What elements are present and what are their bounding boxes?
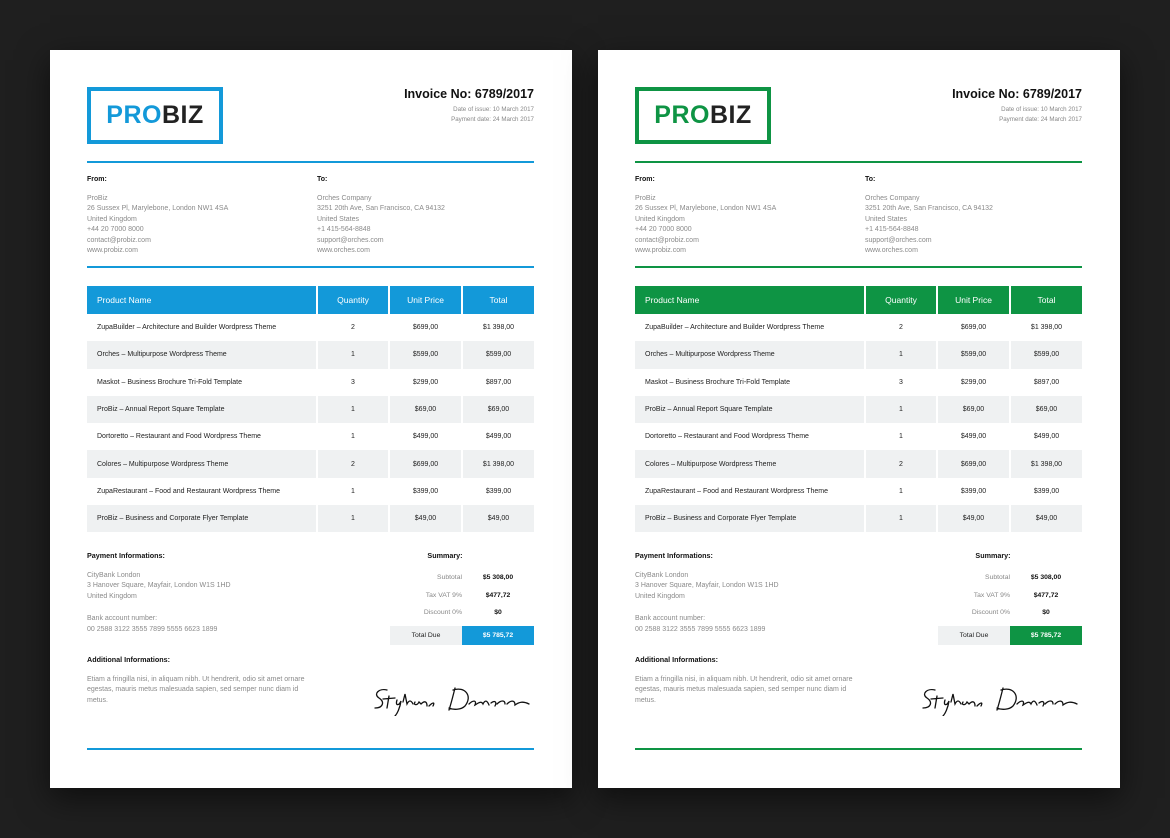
from-line: www.probiz.com — [87, 247, 138, 254]
header-divider — [635, 161, 1082, 163]
invoice-dates — [952, 105, 1082, 125]
table-row — [635, 450, 1082, 477]
account-number: 00 2588 3122 3555 7899 5555 6623 1899 — [635, 625, 766, 633]
cell-unit-price: $599,00 — [937, 341, 1010, 368]
cell-product-name: Colores – Multipurpose Wordpress Theme — [87, 450, 317, 477]
to-line: support@orches.com — [317, 236, 384, 244]
cell-product-name: Maskot – Business Brochure Tri-Fold Template — [97, 378, 242, 386]
cell-quantity: 1 — [865, 505, 937, 532]
cell-product-name: Orches – Multipurpose Wordpress Theme — [635, 341, 865, 368]
summary-label: Summary: — [975, 551, 1011, 560]
to-line: United States — [317, 215, 360, 223]
cell-quantity: 2 — [317, 450, 389, 477]
probiz-logo — [635, 87, 771, 144]
table-header-row — [87, 286, 534, 314]
summary-key: Subtotal — [985, 574, 1010, 582]
summary-key: Tax VAT 9% — [973, 591, 1010, 599]
table-row — [87, 423, 534, 450]
bank-line: United Kingdom — [87, 592, 137, 600]
summary-value: $5 308,00 — [482, 574, 514, 582]
table-header-row — [635, 286, 1082, 314]
cell-product-name: ProBiz – Business and Corporate Flyer Template — [87, 505, 317, 532]
table-row — [87, 341, 534, 368]
address-divider — [87, 266, 534, 268]
summary-key: Discount 0% — [423, 609, 462, 617]
cell-quantity: 1 — [317, 341, 389, 368]
cell-total: $499,00 — [462, 423, 534, 450]
cell-product-name: Dortoretto – Restaurant and Food Wordpress Theme — [97, 433, 261, 441]
header-quantity: Quantity — [317, 286, 389, 314]
items-table — [87, 286, 534, 532]
cell-quantity: 3 — [865, 369, 937, 396]
total-due-label: Total Due — [938, 626, 1010, 645]
cell-unit-price: $699,00 — [937, 314, 1010, 341]
header-unit-price: Unit Price — [937, 286, 1010, 314]
cell-product-name: ZupaBuilder – Architecture and Builder Wordpress Theme — [645, 324, 825, 332]
table-row — [635, 314, 1082, 341]
signature-image — [369, 682, 539, 716]
summary-row-discount — [938, 604, 1082, 622]
additional-text: Etiam a fringilla nisi, in aliquam nibh. Ut hendrerit, odio sit amet ornare egestas, mauris metus malesuada sapien, sed semper nunc diam id metus. — [635, 675, 853, 704]
cell-total: $599,00 — [462, 341, 534, 368]
table-row — [635, 423, 1082, 450]
cell-quantity: 2 — [317, 314, 389, 341]
total-due-row — [390, 626, 534, 645]
invoice-page-green — [598, 50, 1120, 788]
bank-line: CityBank London — [635, 571, 689, 579]
cell-product-name: ZupaBuilder – Architecture and Builder Wordpress Theme — [97, 324, 277, 332]
additional-info — [635, 655, 865, 706]
cell-total: $49,00 — [462, 505, 534, 532]
summary-row-discount — [390, 604, 534, 622]
from-label: From: — [87, 176, 107, 183]
payment-date: Payment date: 24 March 2017 — [451, 116, 534, 123]
from-line: United Kingdom — [87, 215, 137, 223]
total-due-label: Total Due — [390, 626, 462, 645]
account-number: 00 2588 3122 3555 7899 5555 6623 1899 — [87, 625, 218, 633]
payment-label: Payment Informations: — [635, 551, 713, 560]
cell-quantity: 1 — [865, 396, 937, 423]
to-line: United States — [865, 215, 908, 223]
header-product-name: Product Name — [635, 286, 865, 314]
from-line: www.probiz.com — [635, 247, 686, 254]
bank-line: 3 Hanover Square, Mayfair, London W1S 1HD — [87, 582, 231, 589]
from-line: ProBiz — [87, 194, 108, 202]
bank-line: United Kingdom — [635, 592, 685, 600]
cell-product-name: Orches – Multipurpose Wordpress Theme — [87, 341, 317, 368]
cell-quantity: 1 — [317, 396, 389, 423]
logo-text-biz: BIZ — [161, 101, 204, 129]
cell-unit-price: $49,00 — [937, 505, 1010, 532]
cell-total: $599,00 — [1010, 341, 1082, 368]
account-label: Bank account number: — [635, 615, 706, 622]
to-line: Orches Company — [865, 194, 920, 202]
cell-product-name: ZupaRestaurant – Food and Restaurant Wordpress Theme — [97, 487, 281, 495]
logo-text-biz: BIZ — [709, 101, 752, 129]
cell-quantity: 1 — [865, 423, 937, 450]
cell-total: $69,00 — [462, 396, 534, 423]
cell-quantity: 2 — [865, 450, 937, 477]
cell-unit-price: $299,00 — [937, 369, 1010, 396]
to-line: support@orches.com — [865, 236, 932, 244]
summary-block — [390, 551, 534, 645]
cell-unit-price: $399,00 — [937, 478, 1010, 505]
summary-row-subtotal — [390, 569, 534, 587]
cell-unit-price: $699,00 — [937, 450, 1010, 477]
invoice-page-blue — [50, 50, 572, 788]
additional-label: Additional Informations: — [87, 655, 171, 664]
from-block — [87, 175, 228, 257]
cell-total: $69,00 — [1010, 396, 1082, 423]
summary-row-subtotal — [938, 569, 1082, 587]
to-line: 3251 20th Ave, San Francisco, CA 94132 — [317, 205, 445, 212]
summary-value: $0 — [494, 609, 502, 617]
cell-unit-price: $299,00 — [389, 369, 462, 396]
cell-unit-price: $399,00 — [389, 478, 462, 505]
additional-text: Etiam a fringilla nisi, in aliquam nibh. Ut hendrerit, odio sit amet ornare egestas, mauris metus malesuada sapien, sed semper nunc diam id metus. — [87, 675, 305, 704]
to-line: 3251 20th Ave, San Francisco, CA 94132 — [865, 205, 993, 212]
from-line: contact@probiz.com — [87, 236, 151, 244]
summary-row-tax — [938, 587, 1082, 605]
cell-total: $1 398,00 — [462, 450, 534, 477]
summary-key: Discount 0% — [971, 609, 1010, 617]
address-divider — [635, 266, 1082, 268]
account-label: Bank account number: — [87, 615, 158, 622]
to-block — [317, 175, 445, 257]
header-product-name: Product Name — [87, 286, 317, 314]
from-label: From: — [635, 176, 655, 183]
table-row — [87, 505, 534, 532]
table-row — [635, 341, 1082, 368]
header-divider — [87, 161, 534, 163]
cell-quantity: 2 — [865, 314, 937, 341]
cell-quantity: 1 — [865, 341, 937, 368]
cell-quantity: 1 — [317, 423, 389, 450]
to-line: +1 415-564-8848 — [865, 226, 919, 233]
header-unit-price: Unit Price — [389, 286, 462, 314]
date-of-issue: Date of issue: 10 March 2017 — [453, 106, 534, 113]
cell-unit-price: $499,00 — [937, 423, 1010, 450]
summary-row-tax — [390, 587, 534, 605]
cell-quantity: 1 — [865, 478, 937, 505]
payment-info — [87, 551, 231, 635]
from-line: contact@probiz.com — [635, 236, 699, 244]
cell-product-name: ProBiz – Business and Corporate Flyer Template — [635, 505, 865, 532]
cell-quantity: 3 — [317, 369, 389, 396]
cell-total: $49,00 — [1010, 505, 1082, 532]
cell-total: $897,00 — [462, 369, 534, 396]
footer-divider — [87, 748, 534, 750]
cell-total: $1 398,00 — [462, 314, 534, 341]
cell-product-name: Maskot – Business Brochure Tri-Fold Template — [645, 378, 790, 386]
additional-info — [87, 655, 317, 706]
cell-unit-price: $699,00 — [389, 450, 462, 477]
items-table — [635, 286, 1082, 532]
total-due-value: $5 785,72 — [462, 626, 534, 645]
from-line: United Kingdom — [635, 215, 685, 223]
to-line: www.orches.com — [317, 247, 370, 254]
cell-quantity: 1 — [317, 505, 389, 532]
to-block — [865, 175, 993, 257]
cell-unit-price: $699,00 — [389, 314, 462, 341]
additional-label: Additional Informations: — [635, 655, 719, 664]
page-content — [635, 50, 1082, 788]
from-line: 26 Sussex Pl, Marylebone, London NW1 4SA — [87, 205, 229, 212]
cell-product-name: ZupaRestaurant – Food and Restaurant Wordpress Theme — [645, 487, 829, 495]
signature-image — [917, 682, 1087, 716]
cell-total: $1 398,00 — [1010, 314, 1082, 341]
cell-product-name: ProBiz – Annual Report Square Template — [635, 396, 865, 423]
summary-value: $5 308,00 — [1030, 574, 1062, 582]
total-due-value: $5 785,72 — [1010, 626, 1082, 645]
payment-date: Payment date: 24 March 2017 — [999, 116, 1082, 123]
table-row — [87, 450, 534, 477]
cell-total: $399,00 — [1010, 478, 1082, 505]
date-of-issue: Date of issue: 10 March 2017 — [1001, 106, 1082, 113]
from-line: +44 20 7000 8000 — [635, 226, 692, 233]
cell-product-name: Dortoretto – Restaurant and Food Wordpress Theme — [645, 433, 809, 441]
table-row — [635, 396, 1082, 423]
summary-label: Summary: — [427, 551, 463, 560]
to-line: www.orches.com — [865, 247, 918, 254]
probiz-logo — [87, 87, 223, 144]
payment-label: Payment Informations: — [87, 551, 165, 560]
cell-unit-price: $69,00 — [937, 396, 1010, 423]
cell-unit-price: $499,00 — [389, 423, 462, 450]
cell-total: $897,00 — [1010, 369, 1082, 396]
cell-quantity: 1 — [317, 478, 389, 505]
cell-total: $1 398,00 — [1010, 450, 1082, 477]
table-row — [635, 505, 1082, 532]
from-line: +44 20 7000 8000 — [87, 226, 144, 233]
payment-info — [635, 551, 779, 635]
cell-unit-price: $69,00 — [389, 396, 462, 423]
cell-total: $399,00 — [462, 478, 534, 505]
cell-unit-price: $599,00 — [389, 341, 462, 368]
from-line: ProBiz — [635, 194, 656, 202]
footer-divider — [635, 748, 1082, 750]
to-line: +1 415-564-8848 — [317, 226, 371, 233]
table-row — [87, 478, 534, 505]
invoice-dates — [404, 105, 534, 125]
summary-value: $477,72 — [1033, 591, 1059, 599]
summary-value: $0 — [1042, 609, 1050, 617]
invoice-header — [952, 87, 1082, 125]
invoice-number: Invoice No: 6789/2017 — [404, 87, 534, 101]
summary-key: Tax VAT 9% — [425, 591, 462, 599]
table-row — [87, 396, 534, 423]
cell-product-name: Colores – Multipurpose Wordpress Theme — [635, 450, 865, 477]
cell-product-name: ProBiz – Annual Report Square Template — [87, 396, 317, 423]
logo-text-pro: PRO — [106, 101, 162, 129]
bank-line: CityBank London — [87, 571, 141, 579]
total-due-row — [938, 626, 1082, 645]
invoice-number: Invoice No: 6789/2017 — [952, 87, 1082, 101]
cell-total: $499,00 — [1010, 423, 1082, 450]
summary-block — [938, 551, 1082, 645]
header-total: Total — [1010, 286, 1082, 314]
page-content — [87, 50, 534, 788]
to-label: To: — [317, 176, 328, 183]
table-row — [635, 478, 1082, 505]
table-row — [87, 314, 534, 341]
header-total: Total — [462, 286, 534, 314]
header-quantity: Quantity — [865, 286, 937, 314]
from-block — [635, 175, 776, 257]
to-line: Orches Company — [317, 194, 372, 202]
table-row — [87, 369, 534, 396]
invoice-header — [404, 87, 534, 125]
to-label: To: — [865, 176, 876, 183]
from-line: 26 Sussex Pl, Marylebone, London NW1 4SA — [635, 205, 777, 212]
table-row — [635, 369, 1082, 396]
logo-text-pro: PRO — [654, 101, 710, 129]
summary-value: $477,72 — [485, 591, 511, 599]
bank-line: 3 Hanover Square, Mayfair, London W1S 1HD — [635, 582, 779, 589]
cell-unit-price: $49,00 — [389, 505, 462, 532]
summary-key: Subtotal — [437, 574, 462, 582]
